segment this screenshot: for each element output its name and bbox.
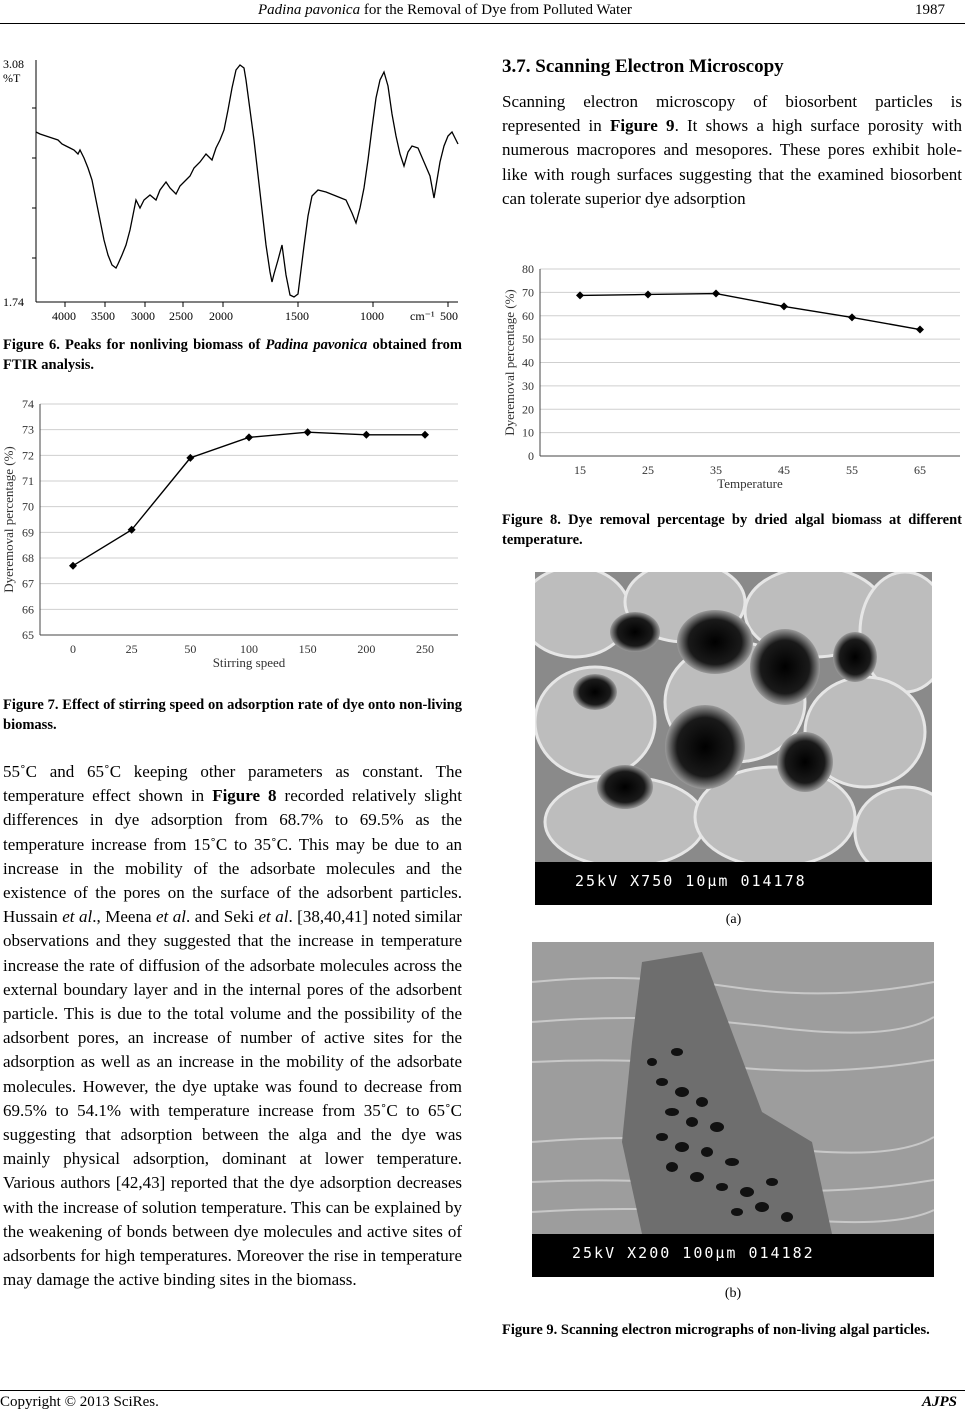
y-tick-label: 30 — [522, 378, 534, 393]
ftir-y-top-label: 3.08 — [3, 57, 24, 71]
data-point — [712, 290, 720, 298]
page-footer — [0, 1390, 965, 1414]
sem-info-bar-b — [532, 1234, 934, 1277]
ftir-y-unit-label: %T — [3, 71, 21, 85]
ftir-x-tick: 4000 — [52, 309, 76, 323]
figure-reference: Figure 9 — [610, 116, 675, 136]
ftir-x-tick: 500 — [440, 309, 458, 323]
ftir-x-tick: 1500 — [285, 309, 309, 323]
sem-info-bar-a — [535, 862, 932, 905]
ftir-x-tick: 1000 — [360, 309, 384, 323]
x-tick-label: 55 — [846, 463, 858, 477]
y-tick-label: 72 — [22, 448, 34, 463]
sem-panel-b-label: (b) — [724, 1286, 742, 1301]
stirring-speed-chart-svg — [0, 392, 465, 682]
sem-micrograph-b — [532, 942, 934, 1277]
sem-texture-b — [532, 942, 934, 1234]
y-tick-label: 70 — [522, 285, 534, 300]
ftir-x-tick-labels — [52, 309, 458, 323]
ftir-y-ticks — [32, 108, 36, 258]
y-tick-label: 10 — [522, 425, 534, 440]
figure-6-caption-species: Padina pavonica — [265, 337, 368, 353]
y-tick-label: 67 — [22, 576, 34, 591]
paragraph-text: Scanning electron microscopy of biosorbent particles is represented in — [502, 92, 962, 136]
temperature-chart-svg — [500, 255, 963, 500]
paragraph-text: recorded relatively slight differences in dye adsorption from 68.7% to 69.5% as the temperature increase from 15˚C to 35˚C. This may be due to an increase in the mobility of the adsorbate molecules and the existence of the pores on the surface of the adsorbent particles. Hussain — [3, 786, 462, 927]
section-heading: 3.7. Scanning Electron Microscopy — [502, 56, 784, 77]
x-tick-label: 100 — [240, 642, 258, 656]
footer-rule — [0, 1390, 965, 1391]
header-rule — [0, 23, 965, 24]
y-tick-label: 70 — [22, 499, 34, 514]
page-number: 1987 — [915, 2, 945, 18]
y-tick-label: 60 — [522, 308, 534, 323]
x-tick-label: 25 — [125, 642, 138, 656]
y-tick-label: 0 — [528, 449, 534, 463]
data-point — [362, 431, 370, 439]
section-paragraph — [502, 90, 962, 211]
x-tick-label: 250 — [416, 642, 434, 656]
data-point — [245, 433, 253, 441]
y-axis-label: Dyeremoval percentage (%) — [1, 446, 16, 593]
y-tick-label: 66 — [22, 602, 34, 617]
x-tick-label: 150 — [298, 642, 317, 656]
x-tick-label: 0 — [70, 642, 76, 656]
x-tick-label: 35 — [710, 463, 722, 477]
ftir-x-unit: cm⁻¹ — [410, 309, 435, 323]
figure-8-caption: Figure 8. Dye removal percentage by dried algal biomass at different temperature. — [502, 512, 962, 548]
ftir-spectrum-svg — [0, 50, 465, 325]
y-tick-label: 50 — [522, 332, 534, 347]
x-tick-label: 200 — [357, 642, 376, 656]
sem-parameters-b: 25kV X200 100μm 014182 — [572, 1244, 815, 1262]
running-header — [0, 0, 965, 24]
ftir-transmittance-curve — [36, 65, 458, 297]
x-axis-label: Temperature — [717, 476, 783, 491]
paragraph-text: 55˚C and 65˚C keeping other parameters as constant. The temperature effect shown in — [3, 762, 462, 806]
x-tick-label: 15 — [574, 463, 586, 477]
figure-6-caption-text: Figure 6. Peaks for nonliving biomass of — [3, 337, 266, 353]
paragraph-text: ., Meena — [92, 907, 156, 927]
data-point — [69, 562, 77, 570]
et-al: et al — [62, 907, 93, 927]
figure-7-chart — [0, 392, 465, 682]
figure-6-ftir — [0, 50, 465, 325]
x-tick-label: 65 — [914, 463, 926, 477]
ftir-x-tick: 3000 — [131, 309, 155, 323]
ftir-x-tick: 3500 — [91, 309, 115, 323]
running-title-species: Padina pavonica — [258, 2, 361, 18]
paragraph-text: . and Seki — [185, 907, 259, 927]
series-line — [73, 432, 425, 565]
et-al: et al — [155, 907, 186, 927]
data-point — [848, 313, 856, 321]
data-point — [421, 431, 429, 439]
x-axis-label: Stirring speed — [212, 655, 286, 670]
ftir-x-tick: 2000 — [209, 309, 233, 323]
data-point — [780, 302, 788, 310]
y-tick-label: 80 — [522, 262, 534, 276]
figure-6-caption-end: obtained from FTIR analysis. — [3, 337, 462, 373]
left-column-paragraph — [3, 760, 462, 1292]
sem-panel-a-label: (a) — [725, 912, 742, 927]
series-line — [580, 294, 920, 330]
figure-9-caption: Figure 9. Scanning electron micrographs of non-living algal particles. — [502, 1322, 930, 1338]
y-tick-label: 71 — [22, 474, 34, 488]
et-al: et al — [258, 907, 289, 927]
figure-8-chart — [500, 255, 963, 500]
ftir-y-bottom-label: 1.74 — [3, 295, 24, 309]
y-tick-label: 74 — [22, 397, 34, 411]
figure-7-caption: Figure 7. Effect of stirring speed on adsorption rate of dye onto non-living biomass. — [3, 697, 462, 733]
figure-6-caption — [3, 335, 462, 375]
y-tick-label: 73 — [22, 422, 34, 437]
x-tick-label: 25 — [642, 463, 654, 477]
sem-texture-a — [535, 572, 932, 862]
ftir-x-tick: 2500 — [169, 309, 193, 323]
running-title — [258, 2, 632, 19]
copyright: Copyright © 2013 SciRes. — [0, 1394, 159, 1410]
sem-micrograph-a — [535, 572, 932, 905]
data-point — [916, 326, 924, 334]
y-tick-label: 20 — [522, 402, 534, 417]
running-title-rest: for the Removal of Dye from Polluted Water — [360, 2, 632, 18]
y-tick-label: 65 — [22, 628, 34, 642]
paragraph-text: . [38,40,41] noted similar observations and they suggested that the increase in temperature increase the rate of diffusion of the adsorbate molecules across the external boundary layer and in the internal pores of the adsorbent particle. This is due to the total volume and the possibility of the adsorbent pores, an increase of number of active sites for the adsorption as well as an increase in the mobility of the adsorbate molecules. However, the dye uptake was found to decrease from 69.5% to 54.1% with temperature increase from 35˚C to 65˚C suggesting that adsorption between the alga and the dye was mainly physical adsorption, dominant at lower temperature. Various authors [42,43] reported that the dye adsorption decreases with the increase of solution temperature. This can be explained by the weakening of bonds between dye molecules and active sites of adsorbents for high temperatures. Moreover the rise in temperature may damage the active binding sites in the biomass. — [3, 907, 462, 1290]
figure-reference: Figure 8 — [212, 786, 277, 806]
journal-name: AJPS — [921, 1394, 957, 1410]
y-axis-label: Dyeremoval percentage (%) — [502, 289, 517, 436]
paragraph-text: . It shows a high surface porosity with numerous macropores and mesopores. These pores exhibit hole-like with rough surfaces suggesting that the examined biosorbent can tolerate superior dye adsorption — [502, 116, 962, 208]
y-tick-label: 69 — [22, 525, 34, 540]
sem-parameters-a: 25kV X750 10μm 014178 — [575, 872, 807, 890]
y-tick-label: 40 — [522, 355, 534, 370]
ftir-x-ticks — [65, 302, 448, 307]
data-point — [644, 290, 652, 298]
x-tick-label: 45 — [778, 463, 790, 477]
y-tick-label: 68 — [22, 551, 34, 565]
x-tick-label: 50 — [184, 642, 197, 656]
